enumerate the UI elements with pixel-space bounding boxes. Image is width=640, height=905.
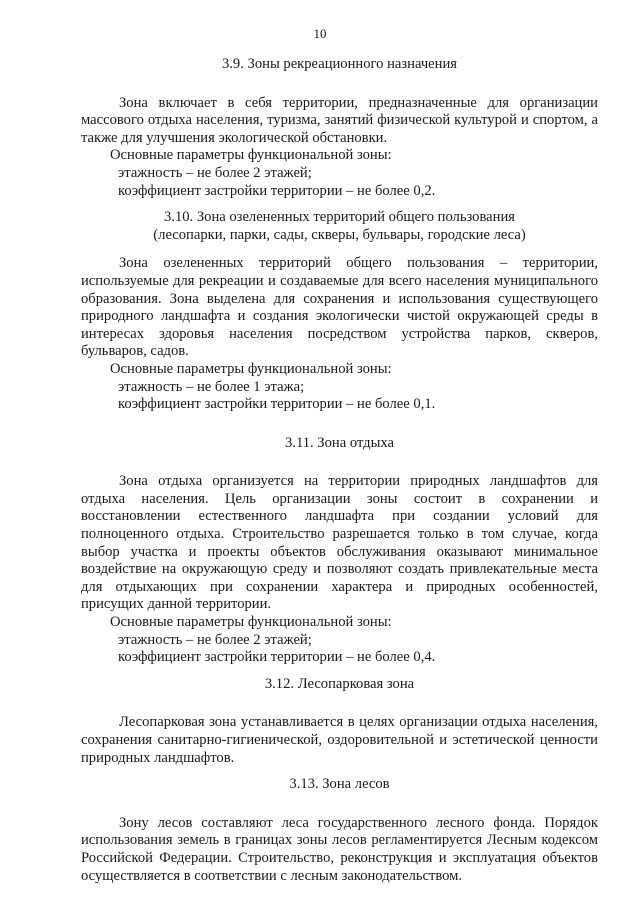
param-floors: этажность – не более 1 этажа; [118,378,305,395]
section-heading: 3.11. Зона отдыха [285,434,394,451]
section-3-11 [81,435,598,667]
param-coefficient: коэффициент застройки территории – не более 0,1. [118,396,436,413]
section-heading-subtitle: (лесопарки, парки, сады, скверы, бульвары, городские леса) [153,226,526,243]
param-floors: этажность – не более 2 этажей; [118,164,312,181]
section-heading: 3.9. Зоны рекреационного назначения [221,56,457,72]
section-3-12 [81,676,598,767]
section-heading: 3.12. Лесопарковая зона [264,675,415,692]
params-heading: Основные параметры функциональной зоны: [110,360,392,377]
document-body [81,56,598,885]
section-paragraph: Лесопарковая зона устанавливается в целях организации отдыха населения, сохранения санитарно-гигиенической, оздоровительной и эстетической ценности природных ландшафтов. [81,714,598,766]
params-heading: Основные параметры функциональной зоны: [110,147,392,164]
section-3-9 [81,56,598,200]
section-paragraph: Зона озелененных территорий общего пользования – территории, используемые для рекреации и создаваемые для всего населения муниципального образования. Зона выделена для сохранения и использования существующего природного ландшафта и создания экологически чистой окружающей среды в интересах здоровья населения посредством устройства парков, скверов, бульваров, садов. [81,255,598,360]
params-heading: Основные параметры функциональной зоны: [110,614,392,631]
section-3-13 [81,776,598,885]
param-coefficient: коэффициент застройки территории – не более 0,2. [118,182,436,199]
param-floors: этажность – не более 2 этажей; [118,631,312,648]
section-paragraph: Зона включает в себя территории, предназначенные для организации массового отдыха населения, туризма, занятий физической культурой и спортом, а также для улучшения экологической обстановки. [81,94,598,146]
section-3-10 [81,209,598,414]
section-paragraph: Зона отдыха организуется на территории природных ландшафтов для отдыха населения. Цель организации зоны состоит в сохранении и восстановлении естественного ландшафта при создании условий для полноценного отдыха. Строительство разрешается только в том случае, когда выбор участка и проекты объектов обслуживания оказывают минимальное воздействие на окружающую среду и позволяют создать привлекательные места для отдыхающих при сохранении характера и природных особенностей, присущих данной территории. [81,473,598,613]
section-heading: 3.13. Зона лесов [289,776,390,793]
param-coefficient: коэффициент застройки территории – не более 0,4. [118,649,436,666]
page-number: 10 [313,26,327,41]
section-paragraph: Зону лесов составляют леса государственного лесного фонда. Порядок использования земель в границах зоны лесов регламентируется Лесным кодексом Российской Федерации. Строительство, реконструкция и эксплуатация объектов осуществляется в соответствии с лесным законодательством. [81,814,598,884]
section-heading: 3.10. Зона озелененных территорий общего пользования [164,209,515,226]
